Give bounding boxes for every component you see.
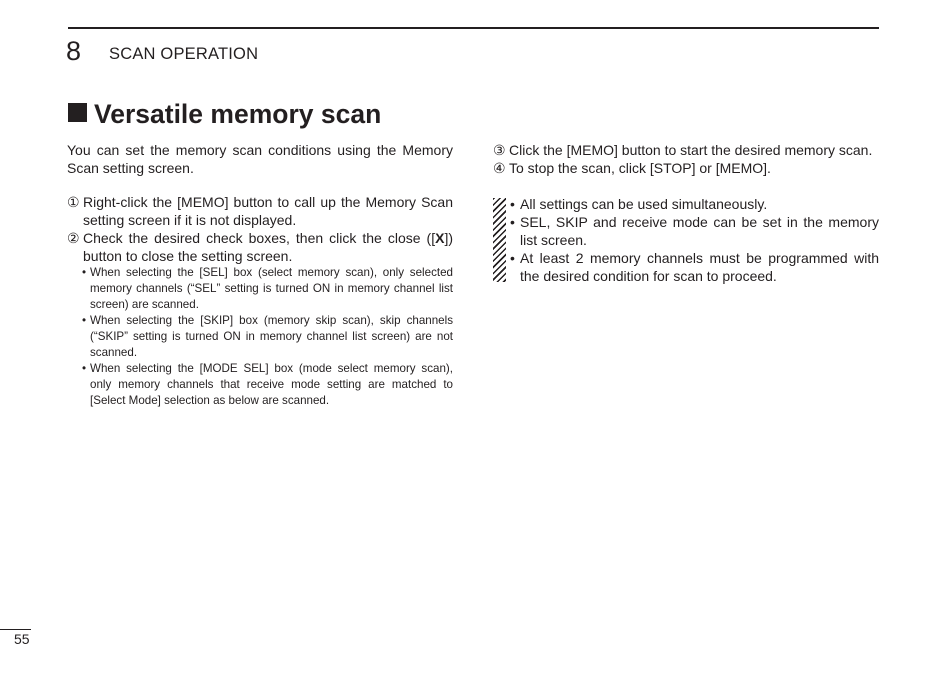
list-item: • When selecting the [MODE SEL] box (mode select memory scan), only memory channels that receive mode setting are matched to [Select Mode] selection as below are scanned. (82, 362, 453, 407)
note-item: • All settings can be used simultaneously. (510, 196, 768, 212)
chapter-title: SCAN OPERATION (109, 45, 259, 63)
bullet-icon: • (510, 196, 515, 212)
step-text: Right-click the [MEMO] button to call up the Memory Scan setting screen if it is not displayed. (83, 194, 453, 228)
black-square-icon (68, 103, 87, 122)
step-1 (67, 193, 453, 229)
step-3 (493, 141, 879, 159)
step-text: Click the [MEMO] button to start the desired memory scan. (509, 142, 873, 158)
right-column (493, 141, 879, 285)
header-rule (68, 27, 879, 29)
chapter-number: 8 (66, 36, 82, 66)
step-marker: ④ (493, 160, 506, 176)
note-item: • At least 2 memory channels must be programmed with the desired condition for scan to proceed. (510, 250, 879, 284)
note-hatch-icon (493, 198, 506, 282)
list-item: • When selecting the [SKIP] box (memory skip scan), skip channels (“SKIP” setting is turned ON in memory channel list screen) are not scanned. (82, 314, 453, 359)
close-x-label: X (435, 230, 445, 246)
sub-bullet-list (82, 265, 453, 409)
bullet-icon: • (82, 266, 87, 279)
step-2 (67, 229, 453, 265)
bullet-icon: • (82, 314, 87, 327)
section-heading-text: Versatile memory scan (94, 99, 382, 129)
bullet-icon: • (82, 362, 87, 375)
list-item: • When selecting the [SEL] box (select memory scan), only selected memory channels (“SEL” setting is turned ON in memory channel list screen) are scanned. (82, 266, 453, 311)
bullet-icon: • (510, 250, 515, 266)
page-number-rule (0, 629, 31, 630)
left-column (67, 141, 453, 409)
step-marker: ③ (493, 142, 506, 158)
intro-paragraph: You can set the memory scan conditions using the Memory Scan setting screen. (67, 142, 453, 176)
step-marker: ① (67, 194, 80, 210)
bullet-icon: • (510, 214, 515, 230)
page-number: 55 (14, 631, 30, 647)
step-marker: ② (67, 230, 80, 246)
note-block (493, 195, 879, 285)
note-item: • SEL, SKIP and receive mode can be set in the memory list screen. (510, 214, 879, 248)
section-heading (68, 98, 381, 130)
step-text: To stop the scan, click [STOP] or [MEMO]. (509, 160, 771, 176)
step-text: Check the desired check boxes, then click the close ([X]) button to close the setting screen. (83, 230, 453, 264)
step-4 (493, 159, 879, 177)
